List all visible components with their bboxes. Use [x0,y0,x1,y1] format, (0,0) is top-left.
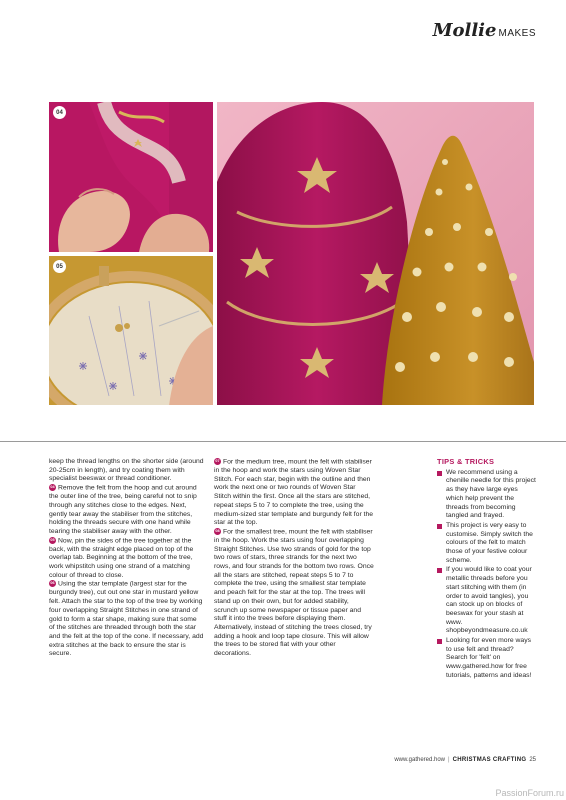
step-number: 08 [215,528,220,533]
step-badge: 05 [53,260,66,273]
page-number: 25 [529,757,536,763]
footer-separator: | [448,757,450,763]
step-06 [49,580,204,659]
photo-step-04 [49,102,213,252]
bullet-square-icon [437,568,442,573]
tip-item [437,522,537,566]
photo-step-05 [49,256,213,405]
section-divider [0,441,566,442]
tip-item [437,637,537,681]
step-badge: 04 [53,106,66,119]
tip-text: This project is very easy to customise. Simply switch the colours of the felt to match those of your festive colour scheme. [446,521,533,564]
step-text: Using the star template (largest star for the burgundy tree), cut out one star in mustard yellow felt. Attach the star to the top of the tree by working four overlapping Straight Stitches in one strand of gold to form a star shape, making sure that some of the stitches are threaded through both the star and the felt at the top of the cone. If necessary, add extra stitches at the back to ensure the star is secure. [49,580,204,658]
footer-section: CHRISTMAS CRAFTING [452,757,527,763]
photo-felt-trees [217,102,534,405]
felt-trees-illustration [217,102,534,405]
step-05 [49,537,204,581]
step-08 [214,528,374,659]
instructions-column-2 [214,458,374,659]
tips-heading: TIPS & TRICKS [437,457,495,466]
felt-stabiliser-illustration [49,102,213,252]
hoop-illustration [49,256,213,405]
step-text: Remove the felt from the hoop and cut around the outer line of the tree, being careful not to snip through any stitches close to the edges. Next, gently tear away the stabiliser from the stitches, holding the threads secure with one hand while tearing the stabiliser away with the other. [49,484,197,535]
step-number: 05 [50,537,55,542]
bullet-square-icon [437,471,442,476]
footer-url: www.gathered.how [394,757,446,763]
step-text: For the medium tree, mount the felt with stabiliser in the hoop and work the stars using Woven Star Stitch. For each star, begin with the outline and then work the next one or two rounds of Woven Star Stitch within the first. Once all the stars are stitched, repeat steps 5 to 7 to complete the tree, using the medium-sized star template and burgundy felt for the star at the top. [214,458,374,527]
instructions-column-1 [49,458,204,659]
tips-and-tricks-box [437,458,537,682]
step-number: 04 [50,485,55,490]
tip-text: Looking for even more ways to use felt and thread? Search for 'felt' on www.gathered.how for free tutorials, patterns and ideas! [446,637,532,679]
page-footer [394,757,536,763]
step-number: 06 [50,581,55,586]
step-07 [214,458,374,528]
brand-script: Mollie [432,20,497,41]
tip-item [437,469,537,521]
tip-text: We recommend using a chenille needle for this project as they have large eyes which help prevent the threads from becoming tangled and frayed. [446,468,536,520]
watermark: PassionForum.ru [495,788,564,798]
brand-logo [433,20,536,41]
brand-caps: MAKES [498,28,536,39]
tip-text: If you would like to coat your metallic threads before you start stitching with them (in order to avoid tangles), you can stock up on blocks of beeswax for your stash at www. shopbeyondmeasure.co.uk [446,566,532,635]
step-number: 07 [215,459,220,463]
bullet-square-icon [437,639,442,644]
step-text: Now, pin the sides of the tree together at the back, with the straight edge placed on top of the overlap tab. Beginning at the bottom of the tree, work whipstitch using one strand of a matching colour of thread to close. [49,536,194,579]
step-continued: keep the thread lengths on the shorter side (around 20-25cm in length), and try coating them with specialist beeswax or thread conditioner. [49,458,204,483]
step-04 [49,484,204,537]
tip-item [437,566,537,636]
bullet-square-icon [437,524,442,529]
step-text: For the smallest tree, mount the felt with stabiliser in the hoop. Work the stars using four overlapping Straight Stitches. Use two strands of gold for the top two rows of stars, three strands for the next two rows, and four strands for the bottom two rows. Once all the stars are stitched, repeat steps 5 to 7 to complete the tree, using the smallest star template and peach felt for the star at the top. The trees will stand up on their own, but for added stability, scrunch up some newspaper or tissue paper and stuff it into the trees before displaying them. Alternatively, instead of stitching the trees closed, try adding a hook and loop tape closure. This will allow the trees to be stored flat with your other decorations. [214,528,374,658]
